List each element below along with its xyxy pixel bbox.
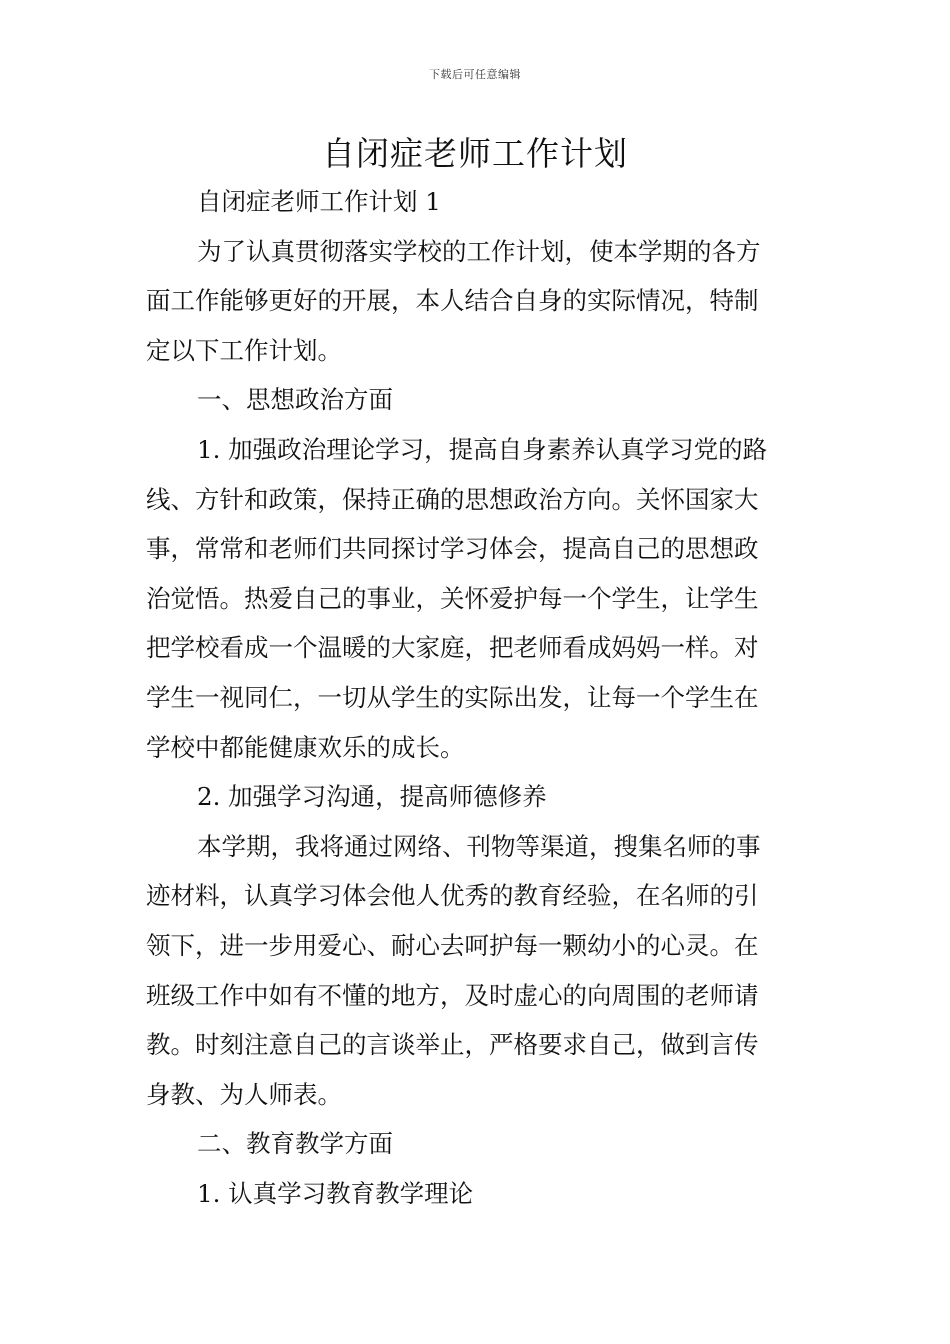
text-line: 班级工作中如有不懂的地方，及时虚心的向周围的老师请 xyxy=(146,980,759,1010)
document-title: 自闭症老师工作计划 xyxy=(322,134,628,173)
section-heading: 二、教育教学方面 xyxy=(197,1129,393,1159)
text-line: 线、方针和政策，保持正确的思想政治方向。关怀国家大 xyxy=(146,484,759,514)
text-line: 治觉悟。热爱自己的事业，关怀爱护每一个学生，让学生 xyxy=(146,583,759,613)
text-line: 本学期，我将通过网络、刊物等渠道，搜集名师的事 xyxy=(197,831,761,861)
section-heading: 一、思想政治方面 xyxy=(197,385,393,415)
text-line: 领下，进一步用爱心、耐心去呵护每一颗幼小的心灵。在 xyxy=(146,930,759,960)
text-line: 自闭症老师工作计划 1 xyxy=(197,187,441,216)
text-line: 迹材料，认真学习体会他人优秀的教育经验，在名师的引 xyxy=(146,881,759,911)
text-line: 学校中都能健康欢乐的成长。 xyxy=(146,732,465,762)
text-line: 把学校看成一个温暖的大家庭，把老师看成妈妈一样。对 xyxy=(146,633,759,663)
subsection-heading: 2. 加强学习沟通，提高师德修养 xyxy=(197,782,547,812)
text-line: 面工作能够更好的开展，本人结合自身的实际情况，特制 xyxy=(146,286,759,316)
text-line: 1. 加强政治理论学习，提高自身素养认真学习党的路 xyxy=(197,434,768,464)
text-line: 为了认真贯彻落实学校的工作计划，使本学期的各方 xyxy=(197,236,761,266)
text-line: 学生一视同仁，一切从学生的实际出发，让每一个学生在 xyxy=(146,682,759,712)
document-body xyxy=(146,177,806,1218)
text-line: 事，常常和老师们共同探讨学习体会，提高自己的思想政 xyxy=(146,534,759,564)
text-line: 定以下工作计划。 xyxy=(146,335,342,365)
subsection-heading: 1. 认真学习教育教学理论 xyxy=(197,1178,474,1208)
text-line: 身教、为人师表。 xyxy=(146,1079,342,1109)
header-note: 下载后可任意编辑 xyxy=(429,68,521,81)
text-line: 教。时刻注意自己的言谈举止，严格要求自己，做到言传 xyxy=(146,1030,759,1060)
